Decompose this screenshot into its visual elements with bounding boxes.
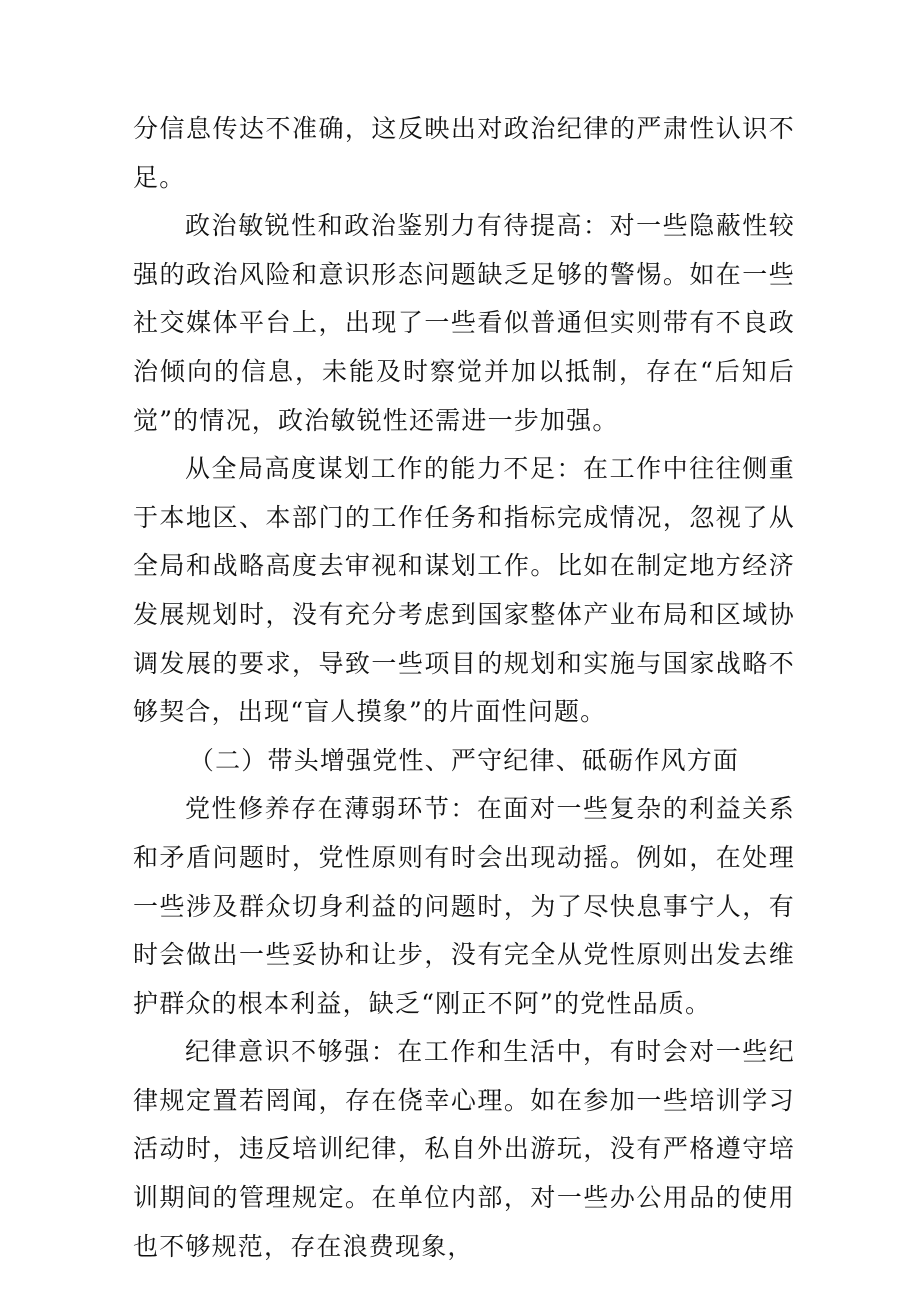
paragraph-continuation: 分信息传达不准确，这反映出对政治纪律的严肃性认识不足。 (133, 114, 795, 192)
paragraph-overall-planning: 从全局高度谋划工作的能力不足：在工作中往往侧重于本地区、本部门的工作任务和指标完成情况，忽视了从全局和战略高度去审视和谋划工作。比如在制定地方经济发展规划时，没有充分考虑到国家整体产业布局和区域协调发展的要求，导致一些项目的规划和实施与国家战略不够契合，出现“盲人摸象”的片面性问题。 (133, 454, 795, 727)
paragraph-party-spirit: 党性修养存在薄弱环节：在面对一些复杂的利益关系和矛盾问题时，党性原则有时会出现动摇。例如，在处理一些涉及群众切身利益的问题时，为了尽快息事宁人，有时会做出一些妥协和让步，没有完全从党性原则出发去维护群众的根本利益，缺乏“刚正不阿”的党性品质。 (133, 794, 795, 1018)
section-heading: （二）带头增强党性、严守纪律、砥砺作风方面 (188, 745, 740, 775)
document-body (133, 105, 795, 1271)
paragraph-discipline-awareness: 纪律意识不够强：在工作和生活中，有时会对一些纪律规定置若罔闻，存在侥幸心理。如在参加一些培训学习活动时，违反培训纪律，私自外出游玩，没有严格遵守培训期间的管理规定。在单位内部，对一些办公用品的使用也不够规范，存在浪费现象， (133, 1037, 795, 1261)
paragraph-political-sensitivity: 政治敏锐性和政治鉴别力有待提高：对一些隐蔽性较强的政治风险和意识形态问题缺乏足够的警惕。如在一些社交媒体平台上，出现了一些看似普通但实则带有不良政治倾向的信息，未能及时察觉并加以抵制，存在“后知后觉”的情况，政治敏锐性还需进一步加强。 (133, 211, 795, 435)
